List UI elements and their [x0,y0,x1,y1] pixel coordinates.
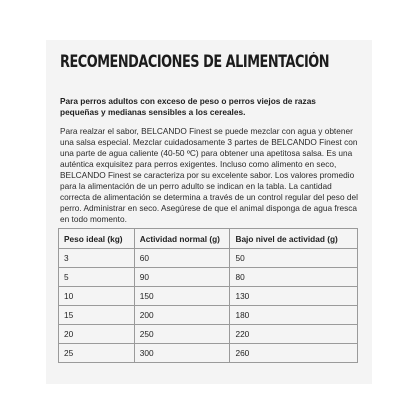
cell-weight: 5 [59,268,135,287]
header-normal-activity: Actividad normal (g) [134,229,230,249]
table-row [59,268,358,287]
cell-weight: 25 [59,344,135,363]
cell-low: 130 [230,287,358,306]
table-row [59,325,358,344]
cell-normal: 60 [134,249,230,268]
cell-low: 80 [230,268,358,287]
cell-low: 180 [230,306,358,325]
cell-low: 220 [230,325,358,344]
instructions-paragraph: Para realzar el sabor, BELCANDO Finest se puede mezclar con agua y obtener una salsa especial. Mezclar cuidadosamente 3 partes de BELCANDO Finest con una parte de agua caliente (40-50 ºC) para obtener una apetitosa salsa. Es una auténtica exquisitez para perros exigentes. Incluso como alimento en seco, BELCANDO Finest se caracteriza por su excelente sabor. Los valores promedio para la alimentación de un perro adulto se indican en la tabla. La cantidad correcta de alimentación se determina a través de un control regular del peso del perro. Administrar en seco. Asegúrese de que el animal disponga de agua fresca en todo momento. [60,126,358,224]
header-low-activity: Bajo nivel de actividad (g) [230,229,358,249]
cell-normal: 90 [134,268,230,287]
cell-weight: 3 [59,249,135,268]
cell-low: 50 [230,249,358,268]
cell-weight: 15 [59,306,135,325]
cell-normal: 250 [134,325,230,344]
lead-paragraph: Para perros adultos con exceso de peso o perros viejos de razas pequeñas y medianas sensibles a los cereales. [60,96,316,117]
section-heading: RECOMENDACIONES DE ALIMENTACIÓN [60,52,330,71]
table-row [59,344,358,363]
feeding-table [58,228,358,363]
table-row [59,249,358,268]
table-row [59,287,358,306]
cell-normal: 200 [134,306,230,325]
header-weight: Peso ideal (kg) [59,229,135,249]
cell-low: 260 [230,344,358,363]
cell-normal: 150 [134,287,230,306]
cell-weight: 20 [59,325,135,344]
cell-normal: 300 [134,344,230,363]
table-row [59,306,358,325]
table-header-row [59,229,358,249]
cell-weight: 10 [59,287,135,306]
